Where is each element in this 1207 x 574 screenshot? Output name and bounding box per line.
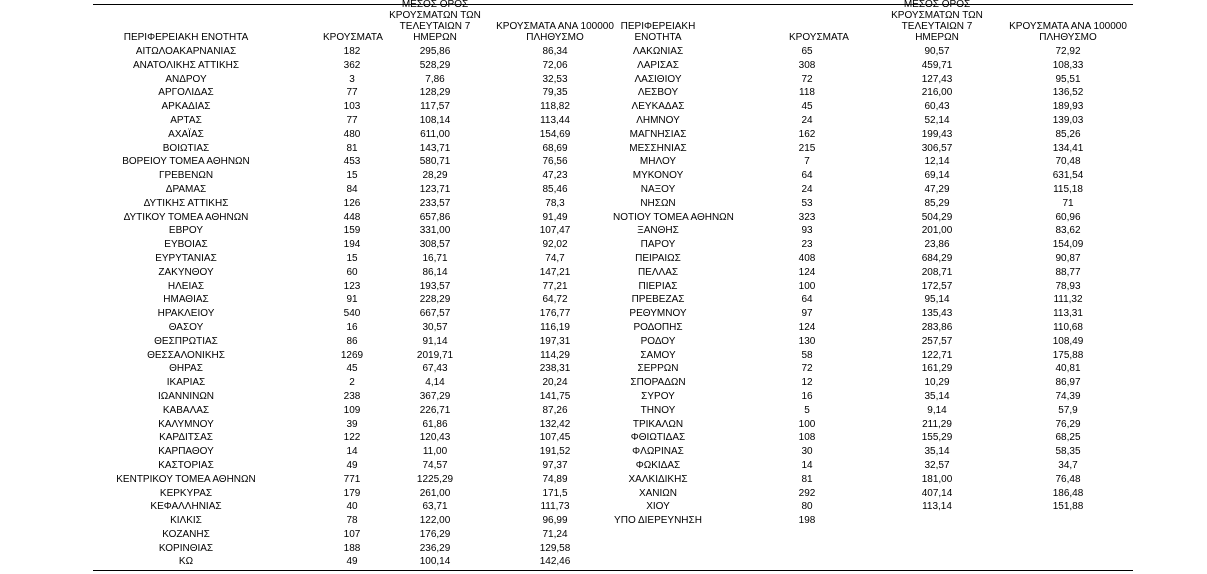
cases-cell: 86 (346, 335, 358, 347)
avg-7day-cell: 161,29 (921, 363, 953, 375)
cases-cell: 80 (801, 501, 813, 513)
per-100k-cell: 85,26 (1055, 128, 1081, 140)
cases-cell: 23 (801, 239, 813, 251)
avg-7day-cell: 684,29 (921, 252, 953, 264)
avg-7day-cell: 90,57 (924, 46, 950, 57)
avg-7day-cell: 331,00 (419, 225, 451, 237)
avg-7day-cell: 69,14 (924, 170, 950, 182)
per-100k-cell: 58,35 (1055, 446, 1081, 458)
cases-cell: 108 (798, 432, 816, 444)
cases-cell: 194 (343, 239, 361, 251)
avg-7day-cell: 611,00 (420, 128, 450, 140)
per-100k-cell: 111,32 (1053, 294, 1083, 306)
per-100k-cell: 86,34 (542, 46, 568, 57)
avg-7day-cell: 85,29 (924, 197, 950, 209)
region-cell: ΔΥΤΙΚΟΥ ΤΟΜΕΑ ΑΘΗΝΩΝ (123, 211, 249, 223)
region-cell: ΧΙΟΥ (646, 501, 670, 513)
cases-cell: 362 (343, 59, 361, 71)
per-100k-cell: 86,97 (1055, 377, 1081, 389)
cases-cell: 540 (343, 308, 361, 320)
region-cell: ΚΩ (178, 556, 194, 568)
cases-cell: 39 (346, 418, 358, 430)
region-cell: ΠΡΕΒΕΖΑΣ (631, 294, 685, 306)
per-100k-cell: 71 (1062, 197, 1074, 209)
cases-cell: 12 (801, 377, 813, 389)
cases-cell: 124 (798, 321, 816, 333)
cases-cell: 3 (349, 73, 355, 85)
avg-7day-cell: 176,29 (419, 528, 451, 540)
region-cell: ΚΟΡΙΝΘΙΑΣ (158, 542, 214, 554)
region-cell: ΡΟΔΟΥ (640, 335, 676, 347)
per-100k-cell: 136,52 (1052, 87, 1084, 99)
region-cell: ΑΙΤΩΛΟΑΚΑΡΝΑΝΙΑΣ (135, 46, 237, 57)
avg-7day-cell: 657,86 (419, 211, 451, 223)
per-100k-cell: 76,48 (1055, 473, 1081, 485)
region-cell: ΝΗΣΩΝ (640, 197, 676, 209)
per-100k-cell: 134,41 (1052, 142, 1084, 154)
avg-7day-cell: 199,43 (921, 128, 953, 140)
avg-7day-cell: 11,00 (422, 446, 448, 458)
per-100k-cell: 115,18 (1053, 183, 1083, 195)
per-100k-cell: 147,21 (539, 266, 571, 278)
per-100k-cell: 171,5 (542, 487, 568, 499)
cases-cell: 15 (346, 170, 358, 182)
avg-7day-cell: 4,14 (425, 377, 445, 389)
per-100k-cell: 116,19 (540, 321, 570, 333)
region-cell: ΛΑΚΩΝΙΑΣ (632, 46, 684, 57)
cases-cell: 77 (346, 114, 358, 126)
region-cell: ΝΑΞΟΥ (640, 183, 676, 195)
avg-7day-cell: 155,29 (921, 432, 953, 444)
region-cell: ΧΑΝΙΩΝ (638, 487, 678, 499)
per-100k-cell: 88,77 (1055, 266, 1081, 278)
cases-cell: 103 (343, 101, 361, 113)
cases-cell: 81 (346, 142, 358, 154)
avg-7day-cell: 367,29 (419, 390, 451, 402)
region-cell: ΜΕΣΣΗΝΙΑΣ (629, 142, 687, 154)
per-100k-cell: 74,7 (545, 252, 565, 264)
per-100k-cell: 78,3 (545, 197, 565, 209)
per-100k-cell: 175,88 (1052, 349, 1084, 361)
cases-cell: 1269 (340, 349, 364, 361)
cases-cell: 77 (346, 87, 358, 99)
avg-7day-cell: 208,71 (921, 266, 953, 278)
cases-cell: 124 (798, 266, 816, 278)
avg-7day-cell: 143,71 (419, 142, 451, 154)
region-cell: ΠΕΛΛΑΣ (637, 266, 679, 278)
cases-cell: 182 (343, 46, 361, 57)
cases-cell: 107 (343, 528, 361, 540)
region-cell: ΙΚΑΡΙΑΣ (166, 377, 206, 389)
avg-7day-cell: 60,43 (924, 101, 950, 113)
region-cell: ΘΗΡΑΣ (169, 363, 203, 375)
avg-7day-cell: 172,57 (921, 280, 953, 292)
region-cell: ΚΑΛΥΜΝΟΥ (158, 418, 214, 430)
per-100k-cell: 107,47 (539, 225, 571, 237)
per-100k-cell: 141,75 (539, 390, 571, 402)
region-cell: ΘΕΣΠΡΩΤΙΑΣ (154, 335, 218, 347)
per-100k-cell: 96,99 (542, 515, 568, 527)
cases-cell: 215 (798, 142, 816, 154)
avg-7day-cell: 2019,71 (416, 349, 454, 361)
per-100k-cell: 238,31 (539, 363, 571, 375)
cases-cell: 97 (801, 308, 813, 320)
avg-7day-cell: 10,29 (924, 377, 950, 389)
region-cell: ΚΕΡΚΥΡΑΣ (159, 487, 213, 499)
avg-7day-cell: 504,29 (921, 211, 953, 223)
avg-7day-cell: 1225,29 (416, 473, 454, 485)
header-cases: ΚΡΟΥΣΜΑΤΑ (323, 32, 383, 43)
per-100k-cell: 70,48 (1055, 156, 1081, 168)
avg-7day-cell: 120,43 (419, 432, 451, 444)
cases-cell: 453 (343, 156, 361, 168)
avg-7day-cell: 9,14 (927, 404, 947, 416)
per-100k-cell: 132,42 (539, 418, 571, 430)
per-100k-cell: 108,33 (1052, 59, 1084, 71)
cases-cell: 91 (346, 294, 358, 306)
cases-cell: 14 (801, 459, 813, 471)
per-100k-cell: 78,93 (1055, 280, 1081, 292)
region-cell: ΗΛΕΙΑΣ (167, 280, 205, 292)
cases-cell: 49 (346, 556, 358, 568)
avg-7day-cell: 181,00 (921, 473, 953, 485)
per-100k-cell: 113,31 (1053, 308, 1083, 320)
per-100k-cell: 151,88 (1052, 501, 1084, 513)
per-100k-cell: 142,46 (539, 556, 571, 568)
per-100k-cell: 114,29 (540, 349, 570, 361)
region-cell: ΕΥΡΥΤΑΝΙΑΣ (155, 252, 217, 264)
per-100k-cell: 110,68 (1053, 321, 1083, 333)
per-100k-cell: 118,82 (540, 101, 570, 113)
region-cell: ΠΑΡΟΥ (640, 239, 676, 251)
cases-cell: 123 (343, 280, 361, 292)
cases-cell: 24 (801, 183, 813, 195)
per-100k-cell: 189,93 (1052, 101, 1084, 113)
avg-7day-cell: 74,57 (422, 459, 448, 471)
avg-7day-cell: 28,29 (422, 170, 448, 182)
cases-cell: 64 (801, 170, 813, 182)
cases-cell: 72 (801, 363, 813, 375)
region-cell: ΒΟΙΩΤΙΑΣ (162, 142, 210, 154)
region-cell: ΝΟΤΙΟΥ ΤΟΜΕΑ ΑΘΗΝΩΝ (613, 211, 734, 223)
cases-cell: 64 (801, 294, 813, 306)
region-cell: ΑΝΔΡΟΥ (165, 73, 207, 85)
cases-cell: 72 (801, 73, 813, 85)
per-100k-cell: 60,96 (1055, 211, 1081, 223)
cases-cell: 7 (804, 156, 810, 168)
cases-cell: 49 (346, 459, 358, 471)
region-cell: ΓΡΕΒΕΝΩΝ (158, 170, 214, 182)
avg-7day-cell: 283,86 (921, 321, 953, 333)
avg-7day-cell: 91,14 (422, 335, 448, 347)
header-cases-per-100k: ΚΡΟΥΣΜΑΤΑ ΑΝΑ 100000 ΠΛΗΘΥΣΜΟ (496, 21, 614, 43)
cases-cell: 179 (343, 487, 361, 499)
avg-7day-cell: 123,71 (419, 183, 451, 195)
header-region: ΠΕΡΙΦΕΡΕΙΑΚΗ ΕΝΟΤΗΤΑ (123, 32, 249, 43)
per-100k-cell: 176,77 (539, 308, 571, 320)
region-cell: ΚΕΦΑΛΛΗΝΙΑΣ (150, 501, 222, 513)
avg-7day-cell: 52,14 (924, 114, 950, 126)
avg-7day-cell: 67,43 (422, 363, 448, 375)
region-cell: ΑΝΑΤΟΛΙΚΗΣ ΑΤΤΙΚΗΣ (132, 59, 240, 71)
cases-cell: 308 (798, 59, 816, 71)
avg-7day-cell: 122,71 (921, 349, 953, 361)
region-cell: ΕΒΡΟΥ (168, 225, 204, 237)
per-100k-cell: 186,48 (1052, 487, 1084, 499)
avg-7day-cell: 528,29 (419, 59, 451, 71)
cases-cell: 78 (346, 515, 358, 527)
avg-7day-cell: 7,86 (425, 73, 445, 85)
avg-7day-cell: 667,57 (419, 308, 451, 320)
avg-7day-cell: 61,86 (422, 418, 448, 430)
cases-cell: 408 (798, 252, 816, 264)
avg-7day-cell: 35,14 (924, 446, 950, 458)
avg-7day-cell: 122,00 (419, 515, 451, 527)
cases-cell: 40 (346, 501, 358, 513)
region-cell: ΡΕΘΥΜΝΟΥ (629, 308, 687, 320)
cases-cell: 198 (798, 515, 816, 527)
per-100k-cell: 95,51 (1055, 73, 1081, 85)
header-cases: ΚΡΟΥΣΜΑΤΑ (789, 32, 849, 43)
per-100k-cell: 72,06 (542, 59, 568, 71)
per-100k-cell: 68,25 (1055, 432, 1081, 444)
cases-cell: 2 (349, 377, 355, 389)
region-cell: ΚΑΣΤΟΡΙΑΣ (158, 459, 214, 471)
region-cell: ΚΕΝΤΡΙΚΟΥ ΤΟΜΕΑ ΑΘΗΝΩΝ (116, 473, 256, 485)
cases-cell: 15 (346, 252, 358, 264)
cases-cell: 448 (343, 211, 361, 223)
cases-cell: 292 (798, 487, 816, 499)
cases-cell: 100 (798, 418, 816, 430)
avg-7day-cell: 35,14 (924, 390, 950, 402)
avg-7day-cell: 261,00 (419, 487, 451, 499)
region-cell: ΕΥΒΟΙΑΣ (164, 239, 208, 251)
region-cell: ΖΑΚΥΝΘΟΥ (158, 266, 214, 278)
per-100k-cell: 154,69 (539, 128, 571, 140)
region-cell: ΡΟΔΟΠΗΣ (633, 321, 683, 333)
per-100k-cell: 111,73 (540, 501, 570, 513)
per-100k-cell: 108,49 (1052, 335, 1084, 347)
cases-cell: 81 (801, 473, 813, 485)
region-cell: ΗΡΑΚΛΕΙΟΥ (157, 308, 215, 320)
region-cell: ΦΛΩΡΙΝΑΣ (632, 446, 684, 458)
region-cell: ΦΩΚΙΔΑΣ (635, 459, 681, 471)
per-100k-cell: 90,87 (1055, 252, 1081, 264)
header-7day-average: ΜΕΣΟΣ ΟΡΟΣ ΚΡΟΥΣΜΑΤΩΝ ΤΩΝ ΤΕΛΕΥΤΑΙΩΝ 7 ΗΜΕΡΩΝ (891, 0, 983, 43)
cases-cell: 45 (346, 363, 358, 375)
per-100k-cell: 87,26 (542, 404, 568, 416)
region-cell: ΛΑΡΙΣΑΣ (637, 59, 679, 71)
cases-cell: 159 (343, 225, 361, 237)
region-cell: ΚΑΡΠΑΘΟΥ (158, 446, 214, 458)
region-cell: ΛΗΜΝΟΥ (636, 114, 680, 126)
cases-cell: 16 (346, 321, 358, 333)
region-cell: ΤΗΝΟΥ (640, 404, 676, 416)
avg-7day-cell: 306,57 (921, 142, 953, 154)
per-100k-cell: 85,46 (542, 183, 568, 195)
cases-cell: 60 (346, 266, 358, 278)
cases-cell: 238 (343, 390, 361, 402)
per-100k-cell: 71,24 (542, 528, 568, 540)
header-region: ΠΕΡΙΦΕΡΕΙΑΚΗ ΕΝΟΤΗΤΑ (620, 21, 696, 43)
avg-7day-cell: 23,86 (924, 239, 950, 251)
cases-cell: 58 (801, 349, 813, 361)
region-cell: ΒΟΡΕΙΟΥ ΤΟΜΕΑ ΑΘΗΝΩΝ (122, 156, 250, 168)
avg-7day-cell: 16,71 (422, 252, 448, 264)
per-100k-cell: 40,81 (1055, 363, 1081, 375)
avg-7day-cell: 128,29 (419, 87, 451, 99)
per-100k-cell: 107,45 (539, 432, 571, 444)
avg-7day-cell: 407,14 (921, 487, 953, 499)
region-cell: ΛΕΣΒΟΥ (637, 87, 679, 99)
per-100k-cell: 154,09 (1052, 239, 1084, 251)
region-cell: ΙΩΑΝΝΙΝΩΝ (157, 390, 215, 402)
region-cell: ΠΙΕΡΙΑΣ (638, 280, 678, 292)
cases-cell: 24 (801, 114, 813, 126)
per-100k-cell: 57,9 (1058, 404, 1078, 416)
region-cell: ΗΜΑΘΙΑΣ (163, 294, 209, 306)
region-cell: ΑΡΚΑΔΙΑΣ (161, 101, 211, 113)
region-cell: ΑΧΑΪΑΣ (168, 128, 204, 140)
region-cell: ΜΑΓΝΗΣΙΑΣ (629, 128, 687, 140)
region-cell: ΧΑΛΚΙΔΙΚΗΣ (628, 473, 688, 485)
per-100k-cell: 72,92 (1055, 46, 1081, 57)
region-cell: ΥΠΟ ΔΙΕΡΕΥΝΗΣΗ (614, 515, 702, 527)
header-7day-average: ΜΕΣΟΣ ΟΡΟΣ ΚΡΟΥΣΜΑΤΩΝ ΤΩΝ ΤΕΛΕΥΤΑΙΩΝ 7 ΗΜΕΡΩΝ (389, 0, 481, 43)
per-100k-cell: 77,21 (542, 280, 568, 292)
avg-7day-cell: 233,57 (419, 197, 451, 209)
avg-7day-cell: 459,71 (921, 59, 953, 71)
region-cell: ΤΡΙΚΑΛΩΝ (632, 418, 684, 430)
region-cell: ΞΑΝΘΗΣ (637, 225, 679, 237)
cases-cell: 65 (801, 46, 813, 57)
per-100k-cell: 68,69 (542, 142, 568, 154)
region-cell: ΘΑΣΟΥ (168, 321, 204, 333)
region-cell: ΣΕΡΡΩΝ (637, 363, 679, 375)
per-100k-cell: 191,52 (539, 446, 571, 458)
cases-cell: 84 (346, 183, 358, 195)
per-100k-cell: 76,56 (542, 156, 568, 168)
per-100k-cell: 34,7 (1058, 459, 1078, 471)
cases-cell: 122 (343, 432, 361, 444)
cases-cell: 14 (346, 446, 358, 458)
cases-cell: 480 (343, 128, 361, 140)
avg-7day-cell: 211,29 (922, 418, 952, 430)
avg-7day-cell: 63,71 (422, 501, 448, 513)
region-cell: ΘΕΣΣΑΛΟΝΙΚΗΣ (147, 349, 225, 361)
cases-cell: 188 (343, 542, 361, 554)
region-cell: ΚΟΖΑΝΗΣ (162, 528, 210, 540)
per-100k-cell: 64,72 (542, 294, 568, 306)
avg-7day-cell: 236,29 (419, 542, 451, 554)
cases-cell: 130 (798, 335, 816, 347)
avg-7day-cell: 30,57 (422, 321, 448, 333)
cases-cell: 126 (343, 197, 361, 209)
avg-7day-cell: 86,14 (422, 266, 448, 278)
avg-7day-cell: 12,14 (924, 156, 950, 168)
avg-7day-cell: 580,71 (419, 156, 451, 168)
region-cell: ΜΥΚΟΝΟΥ (632, 170, 684, 182)
avg-7day-cell: 127,43 (921, 73, 953, 85)
avg-7day-cell: 113,14 (922, 501, 952, 513)
header-cases-per-100k: ΚΡΟΥΣΜΑΤΑ ΑΝΑ 100000 ΠΛΗΘΥΣΜΟ (1009, 21, 1127, 43)
per-100k-cell: 76,29 (1055, 418, 1081, 430)
region-cell: ΔΡΑΜΑΣ (165, 183, 207, 195)
avg-7day-cell: 117,57 (420, 101, 450, 113)
region-cell: ΑΡΤΑΣ (170, 114, 202, 126)
cases-cell: 162 (798, 128, 816, 140)
avg-7day-cell: 193,57 (419, 280, 451, 292)
region-cell: ΛΑΣΙΘΙΟΥ (634, 73, 682, 85)
cases-cell: 5 (804, 404, 810, 416)
per-100k-cell: 113,44 (540, 114, 570, 126)
per-100k-cell: 32,53 (542, 73, 568, 85)
per-100k-cell: 92,02 (542, 239, 568, 251)
region-cell: ΠΕΙΡΑΙΩΣ (635, 252, 681, 264)
per-100k-cell: 91,49 (542, 211, 568, 223)
cases-cell: 100 (798, 280, 816, 292)
region-cell: ΣΥΡΟΥ (641, 390, 675, 402)
per-100k-cell: 139,03 (1052, 114, 1084, 126)
cases-cell: 45 (801, 101, 813, 113)
cases-cell: 771 (343, 473, 361, 485)
per-100k-cell: 83,62 (1055, 225, 1081, 237)
avg-7day-cell: 135,43 (921, 308, 953, 320)
avg-7day-cell: 100,14 (419, 556, 451, 568)
cases-cell: 323 (798, 211, 816, 223)
avg-7day-cell: 257,57 (921, 335, 953, 347)
avg-7day-cell: 32,57 (924, 459, 950, 471)
per-100k-cell: 47,23 (542, 170, 568, 182)
region-cell: ΚΑΒΑΛΑΣ (162, 404, 210, 416)
avg-7day-cell: 95,14 (924, 294, 950, 306)
region-cell: ΛΕΥΚΑΔΑΣ (631, 101, 685, 113)
avg-7day-cell: 216,00 (921, 87, 953, 99)
avg-7day-cell: 226,71 (419, 404, 451, 416)
region-cell: ΣΑΜΟΥ (640, 349, 676, 361)
region-cell: ΔΥΤΙΚΗΣ ΑΤΤΙΚΗΣ (143, 197, 229, 209)
cases-cell: 93 (801, 225, 813, 237)
avg-7day-cell: 108,14 (419, 114, 451, 126)
avg-7day-cell: 228,29 (419, 294, 451, 306)
region-cell: ΣΠΟΡΑΔΩΝ (630, 377, 686, 389)
cases-cell: 53 (801, 197, 813, 209)
avg-7day-cell: 47,29 (924, 183, 950, 195)
cases-cell: 30 (801, 446, 813, 458)
per-100k-cell: 74,89 (542, 473, 568, 485)
avg-7day-cell: 308,57 (419, 239, 451, 251)
per-100k-cell: 74,39 (1055, 390, 1081, 402)
region-cell: ΦΘΙΩΤΙΔΑΣ (630, 432, 686, 444)
per-100k-cell: 197,31 (539, 335, 571, 347)
per-100k-cell: 20,24 (542, 377, 568, 389)
cases-cell: 16 (801, 390, 813, 402)
table-bottom-rule (93, 570, 1133, 571)
per-100k-cell: 97,37 (542, 459, 568, 471)
cases-cell: 118 (799, 87, 815, 99)
cases-cell: 109 (343, 404, 361, 416)
per-100k-cell: 631,54 (1052, 170, 1084, 182)
per-100k-cell: 129,58 (539, 542, 571, 554)
per-100k-cell: 79,35 (542, 87, 568, 99)
region-cell: ΚΙΛΚΙΣ (170, 515, 202, 527)
region-cell: ΜΗΛΟΥ (639, 156, 677, 168)
avg-7day-cell: 295,86 (419, 46, 451, 57)
avg-7day-cell: 201,00 (921, 225, 953, 237)
region-cell: ΑΡΓΟΛΙΔΑΣ (158, 87, 214, 99)
region-cell: ΚΑΡΔΙΤΣΑΣ (159, 432, 213, 444)
